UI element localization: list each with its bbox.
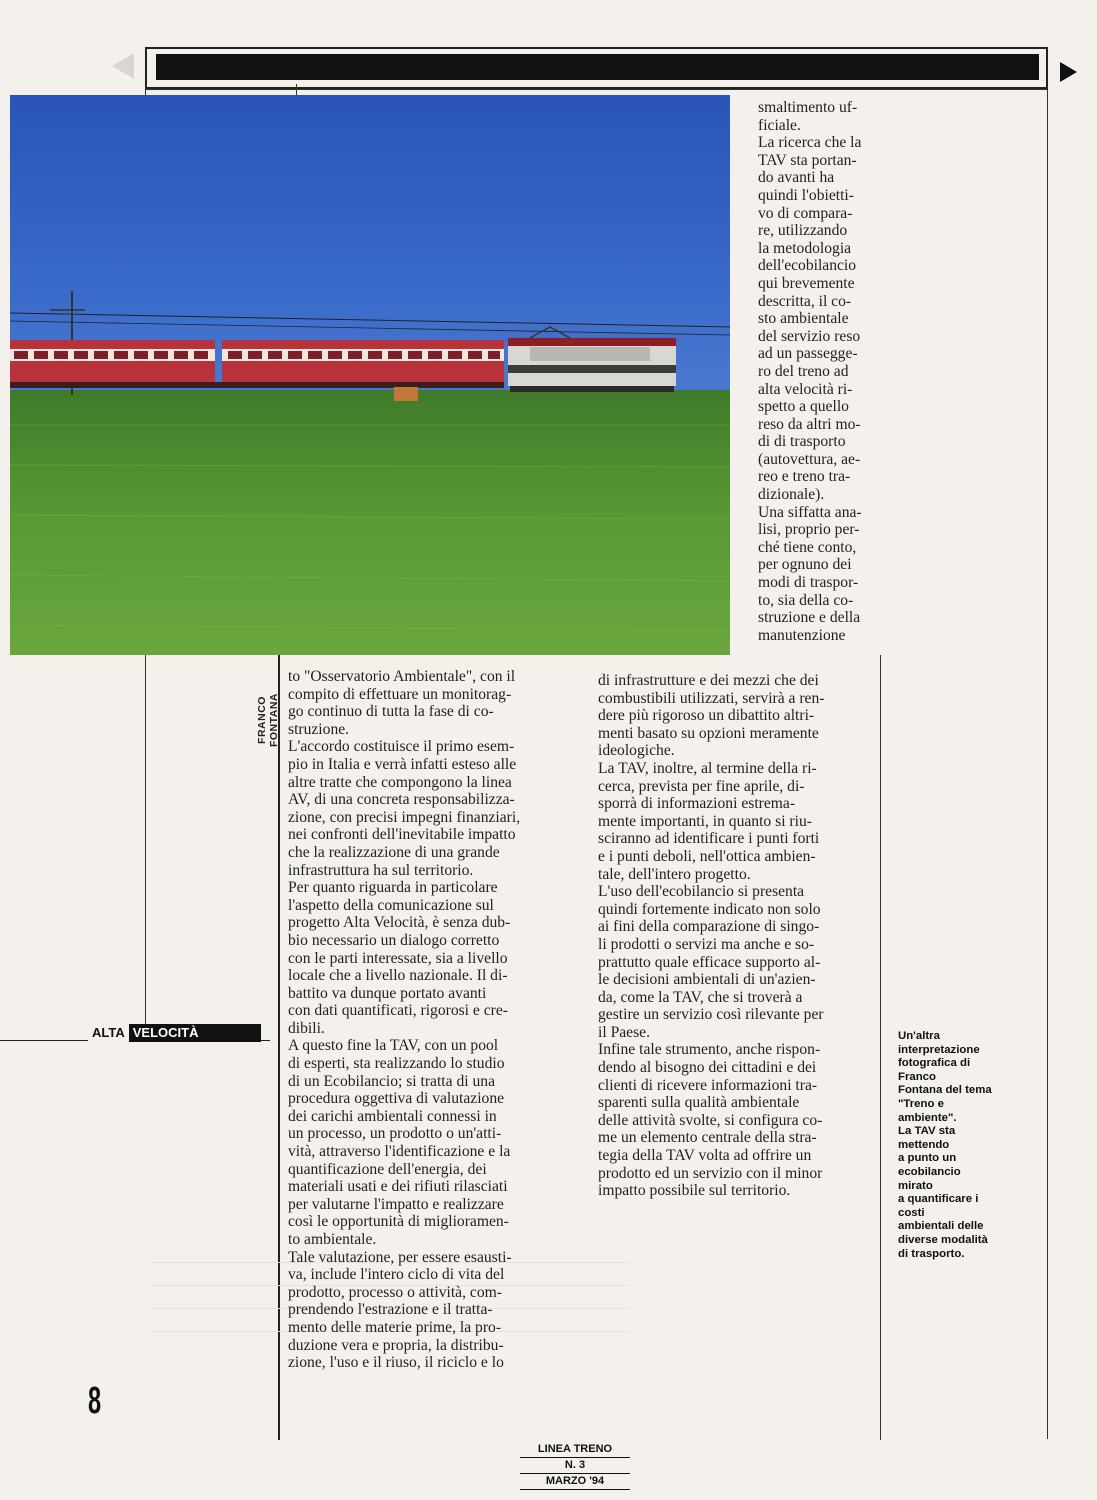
caption-line: La TAV sta mettendo [898, 1125, 956, 1151]
text-line: L'accordo costituisce il primo esem- [288, 738, 515, 756]
text-line: cerca, prevista per fine aprile, di- [598, 777, 805, 795]
text-line: dibili. [288, 1019, 325, 1037]
text-line: sparenti sulla qualità ambientale [598, 1094, 800, 1112]
text-line: reso da altri mo- [758, 415, 861, 433]
text-line: ai fini della comparazione di singo- [598, 918, 820, 936]
text-line: dizionale). [758, 486, 825, 504]
text-line: to, sia della co- [758, 591, 854, 609]
text-line: TAV sta portan- [758, 151, 857, 169]
text-line: Tale valutazione, per essere esausti- [288, 1248, 512, 1266]
text-line: clienti di ricevere informazioni tra- [598, 1076, 818, 1094]
text-line: prodotto, processo o attività, com- [288, 1283, 502, 1301]
text-line: me un elemento centrale della stra- [598, 1129, 817, 1147]
section-tag [88, 1024, 261, 1042]
header-bar [156, 54, 1039, 80]
text-line: zione, l'uso e il riuso, il riciclo e lo [288, 1354, 504, 1372]
caption-line: "Treno e ambiente". [898, 1097, 957, 1124]
text-line: ad un passegge- [758, 345, 858, 363]
caption-line: Fontana del tema [898, 1084, 992, 1097]
text-line: nei confronti dell'inevitabile impatto [288, 826, 516, 844]
text-line: dei carichi ambientali connessi in [288, 1107, 497, 1125]
text-line: pio in Italia e verrà infatti esteso alle [288, 755, 517, 773]
text-line: e i punti deboli, nell'ottica ambien- [598, 847, 816, 865]
caption-line: diverse modalità [898, 1233, 988, 1246]
text-line: impatto possibile sul territorio. [598, 1182, 791, 1200]
text-line: sto ambientale [758, 310, 849, 328]
caption-line: a punto un [898, 1152, 957, 1165]
text-line: Una siffatta ana- [758, 503, 862, 521]
footer-date: MARZO '94 [520, 1474, 630, 1490]
text-line: L'uso dell'ecobilancio si presenta [598, 883, 805, 901]
train-carriages [10, 340, 504, 388]
text-line: to ambientale. [288, 1231, 377, 1248]
text-line: va, include l'intero ciclo di vita del [288, 1266, 505, 1284]
text-line: del servizio reso [758, 327, 861, 345]
text-line: tale, dell'intero progetto. [598, 865, 751, 883]
text-line: per ognuno dei [758, 556, 852, 574]
caption-line: Un'altra [898, 1030, 940, 1042]
footer [520, 1442, 630, 1490]
text-line: battito va dunque portato avanti [288, 984, 487, 1002]
text-line: A questo fine la TAV, con un pool [288, 1037, 499, 1055]
text-line: lisi, proprio per- [758, 521, 860, 539]
frame-top-line [145, 89, 1048, 90]
text-line: do avanti ha [758, 169, 835, 187]
text-line: delle attività svolte, si configura co- [598, 1111, 823, 1129]
text-line: progetto Alta Velocità, è senza dub- [288, 914, 511, 932]
text-line: quindi l'obietti- [758, 186, 854, 204]
text-line: alta velocità ri- [758, 380, 853, 398]
text-line: ficiale. [758, 116, 801, 134]
footer-issue: N. 3 [520, 1458, 630, 1474]
text-line: il Paese. [598, 1023, 650, 1041]
text-line: prendendo l'estrazione e il tratta- [288, 1301, 493, 1319]
column-rule-right [880, 655, 881, 1440]
section-tag-part2: VELOCITÀ [129, 1024, 261, 1042]
text-line: bio necessario un dialogo corretto [288, 931, 500, 949]
back-arrow-icon [112, 53, 134, 79]
column-middle [598, 672, 880, 1200]
text-line: li prodotti o servizi ma anche e so- [598, 935, 815, 953]
text-line: mente importanti, in quanto si riu- [598, 812, 812, 830]
text-line: descritta, il co- [758, 292, 852, 310]
text-line: vità, attraverso l'identificazione e la [288, 1143, 511, 1161]
text-line: dere più rigoroso un dibattito altri- [598, 707, 815, 725]
caption-line: fotografica di Franco [898, 1057, 971, 1083]
page-number: 8 [88, 1380, 102, 1422]
footer-magazine: LINEA TRENO [520, 1442, 630, 1458]
text-line: sporrà di informazioni estrema- [598, 795, 796, 813]
text-line: dendo al bisogno dei cittadini e dei [598, 1059, 817, 1077]
text-line: struzione. [288, 720, 350, 738]
text-line: infrastruttura ha sul territorio. [288, 861, 474, 879]
text-line: combustibili utilizzati, servirà a ren- [598, 689, 825, 707]
text-line: per valutarne l'impatto e realizzare [288, 1195, 504, 1213]
text-line: di esperti, sta realizzando lo studio [288, 1055, 505, 1073]
text-line: La ricerca che la [758, 134, 862, 152]
text-line: ché tiene conto, [758, 538, 857, 556]
text-line: di un Ecobilancio; si tratta di una [288, 1072, 495, 1090]
text-line: vo di compara- [758, 204, 853, 222]
text-line: così le opportunità di miglioramen- [288, 1213, 509, 1231]
text-line: AV, di una concreta responsabilizza- [288, 791, 515, 809]
text-line: gestire un servizio così rilevante per [598, 1006, 824, 1024]
text-line: La TAV, inoltre, al termine della ri- [598, 759, 817, 777]
text-line: ro del treno ad [758, 362, 849, 380]
text-line: mento delle materie prime, la pro- [288, 1318, 502, 1336]
text-line: le decisioni ambientali di un'azien- [598, 971, 816, 989]
text-line: di infrastrutture e dei mezzi che dei [598, 672, 819, 689]
text-line: smaltimento uf- [758, 99, 858, 116]
text-line: Per quanto riguarda in particolare [288, 879, 498, 897]
column-left [288, 668, 578, 1372]
text-line: reo e treno tra- [758, 468, 851, 486]
caption-line: ambientali delle [898, 1220, 984, 1233]
text-line: materiali usati e dei rifiuti rilasciati [288, 1178, 508, 1196]
text-line: da, come la TAV, che si troverà a [598, 988, 803, 1006]
text-line: duzione vera e propria, la distribu- [288, 1336, 504, 1354]
photo-caption [898, 1030, 998, 1261]
text-line: ideologiche. [598, 742, 675, 760]
text-line: spetto a quello [758, 398, 849, 416]
text-line: l'aspetto della comunicazione sul [288, 896, 494, 914]
caption-line: a quantificare i costi [898, 1193, 979, 1219]
text-line: prodotto ed un servizio con il minor [598, 1164, 823, 1182]
photo-credit [258, 668, 278, 768]
train-photo [10, 95, 730, 655]
text-line: con dati quantificati, rigorosi e cre- [288, 1002, 508, 1020]
text-line: altre tratte che compongono la linea [288, 773, 512, 791]
text-line: prattutto quale efficace supporto al- [598, 953, 821, 971]
caption-line: ecobilancio mirato [898, 1165, 961, 1192]
text-line: manutenzione [758, 626, 846, 644]
forward-arrow-icon [1060, 62, 1077, 82]
text-line: la metodologia [758, 239, 852, 257]
text-line: struzione e della [758, 609, 861, 627]
column-right [758, 99, 886, 644]
text-line: con le parti interessate, sia a livello [288, 949, 508, 967]
text-line: dell'ecobilancio [758, 257, 857, 275]
text-line: modi di traspor- [758, 574, 859, 592]
frame-line-right [1047, 89, 1048, 1439]
text-line: locale che a livello nazionale. Il di- [288, 967, 508, 985]
text-line: to "Osservatorio Ambientale", con il [288, 668, 516, 685]
text-line: qui brevemente [758, 274, 855, 292]
caption-line: di trasporto. [898, 1247, 965, 1260]
text-line: che la realizzazione di una grande [288, 843, 500, 861]
text-line: quindi fortemente indicato non solo [598, 900, 821, 918]
section-tag-part1: ALTA [88, 1024, 129, 1042]
text-line: go continuo di tutta la fase di co- [288, 703, 494, 721]
text-line: (autovettura, ae- [758, 450, 861, 468]
caption-line: interpretazione [898, 1043, 980, 1056]
text-line: tegia della TAV volta ad offrire un [598, 1147, 812, 1165]
photo-credit-text: FRANCO FONTANA [256, 692, 280, 748]
text-line: re, utilizzando [758, 222, 848, 240]
text-line: sciranno ad identificare i punti forti [598, 830, 820, 848]
text-line: Infine tale strumento, anche rispon- [598, 1041, 821, 1059]
text-line: menti basato su opzioni meramente [598, 724, 819, 742]
text-line: quantificazione dell'energia, dei [288, 1160, 487, 1178]
text-line: un processo, un prodotto o un'atti- [288, 1125, 502, 1143]
text-line: compito di effettuare un monitorag- [288, 685, 512, 703]
text-line: procedura oggettiva di valutazione [288, 1090, 505, 1108]
text-line: di di trasporto [758, 433, 846, 451]
text-line: zione, con precisi impegni finanziari, [288, 808, 521, 826]
